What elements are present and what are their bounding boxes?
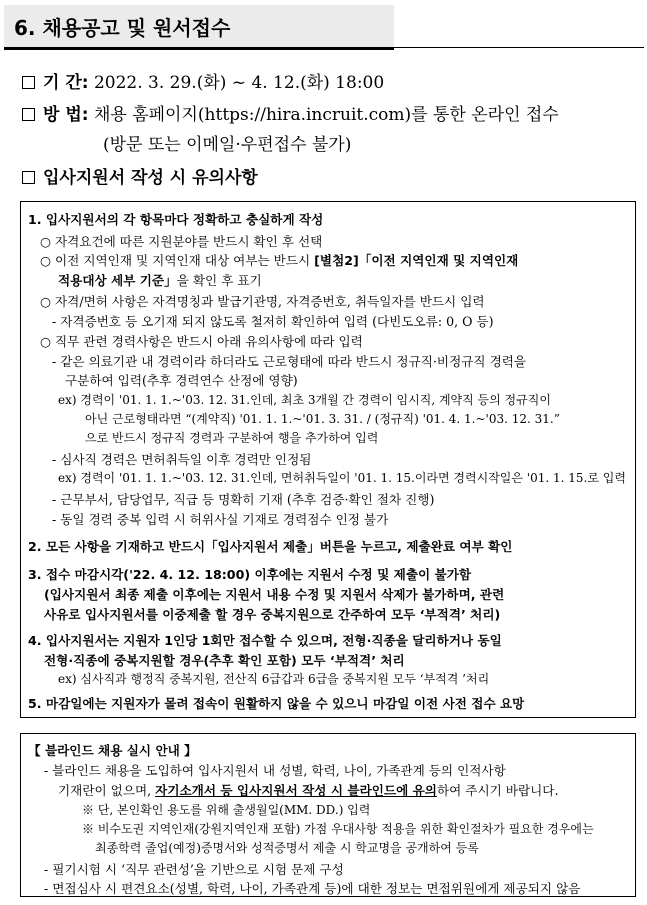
period-value: 2022. 3. 29.(화) ~ 4. 12.(화) 18:00 xyxy=(93,73,385,93)
item-1-ex1-line3: 으로 반드시 정규직 경력과 구분하여 행을 추가하여 입력 xyxy=(85,431,379,445)
checkbox-square-icon xyxy=(22,171,35,184)
item-1-b-post: 을 확인 후 표기 xyxy=(176,273,262,288)
item-1-b-text: ○ 이전 지역인재 및 지역인재 대상 여부는 반드시 xyxy=(40,253,315,268)
method-row xyxy=(22,100,559,125)
blind-line3: - 필기시험 시 ‘직무 관련성’을 기반으로 시험 문제 구성 xyxy=(44,862,344,877)
period-row xyxy=(22,68,384,93)
item-1-b-line2 xyxy=(58,270,262,289)
method-value: 채용 홈페이지(https://hira.incruit.com)를 통한 온라인 접수 xyxy=(93,105,559,125)
cautions-row xyxy=(22,163,258,188)
blind-line2-emphasis: 자기소개서 등 입사지원서 작성 시 블라인드에 유의 xyxy=(155,783,437,798)
blind-note2-line1: ※ 비수도권 지역인재(강원지역인재 포함) 가점 우대사항 적용을 위한 확인절차가 필요한 경우에는 xyxy=(82,822,594,836)
item-3-line3: 사유로 입사지원서를 이중제출 할 경우 중복지원으로 간주하여 모두 ‘부적격’ 처리) xyxy=(44,607,501,622)
blind-title: 【 블라인드 채용 실시 안내 】 xyxy=(28,743,197,758)
blind-line4: - 면접심사 시 편견요소(성별, 학력, 나이, 가족관계 등)에 대한 정보는 면접위원에게 제공되지 않음 xyxy=(44,881,581,896)
cautions-title: 입사지원서 작성 시 유의사항 xyxy=(43,168,258,188)
item-1-c: ○ 자격/면허 사항은 자격명칭과 발급기관명, 자격증번호, 취득일자를 반드시 입력 xyxy=(40,294,485,309)
item-1-ex2: ex) 경력이 '01. 1. 1.~'03. 12. 31.인데, 면허취득일이 '01. 1. 15.이라면 경력시작일은 '01. 1. 15.로 입력 xyxy=(58,471,626,485)
item-3-line2: (입사지원서 최종 제출 이후에는 지원서 내용 수정 및 지원서 삭제가 불가하며, 관련 xyxy=(44,587,505,602)
item-2: 2. 모든 사항을 기재하고 반드시「입사지원서 제출」버튼을 누르고, 제출완료 여부 확인 xyxy=(28,539,513,554)
blind-note2-line2: 최종학력 졸업(예정)증명서와 성적증명서 제출 시 학교명을 공개하여 등록 xyxy=(95,841,479,855)
item-1-a: ○ 자격요건에 따른 지원분야를 반드시 확인 후 선택 xyxy=(40,234,323,249)
item-1-d: ○ 직무 관련 경력사항은 반드시 아래 유의사항에 따라 입력 xyxy=(40,334,363,349)
item-1-ex1-line2: 아닌 근로형태라면 “(계약직) '01. 1. 1.~'01. 3. 31. / (정규직) '01. 4. 1.~'03. 12. 31.” xyxy=(85,412,560,426)
item-1-c-sub: - 자격증번호 등 오기재 되지 않도록 철저히 확인하여 입력 (다빈도오류: 0, O 등) xyxy=(52,314,494,329)
item-1-title: 1. 입사지원서의 각 항목마다 정확하고 충실하게 작성 xyxy=(28,212,324,227)
blind-line1: - 블라인드 채용을 도입하여 입사지원서 내 성별, 학력, 나이, 가족관계 등의 인적사항 xyxy=(44,763,506,778)
blind-line2-pre: 기재란이 없으며, xyxy=(58,783,156,798)
item-1-d4: - 동일 경력 중복 입력 시 허위사실 기재로 경력점수 인정 불가 xyxy=(52,512,389,527)
item-1-d2: - 심사직 경력은 면허취득일 이후 경력만 인정됨 xyxy=(52,452,312,467)
period-label: 기 간: xyxy=(43,73,89,93)
item-1-d1-line1: - 같은 의료기관 내 경력이라 하더라도 근로형태에 따라 반드시 정규직·비정규직 경력을 xyxy=(52,354,527,369)
item-1-b-ref2: 적용대상 세부 기준」 xyxy=(58,273,177,288)
item-4-line2: 전형·직종에 중복지원할 경우(추후 확인 포함) 모두 ‘부적격’ 처리 xyxy=(44,653,405,668)
item-4-ex: ex) 심사직과 행정직 중복지원, 전산직 6급갑과 6급을 중복지원 모두 ‘부적격 ’처리 xyxy=(58,672,490,686)
blind-line2-post: 하여 주시기 바랍니다. xyxy=(436,783,559,798)
item-4-line1: 4. 입사지원서는 지원자 1인당 1회만 접수할 수 있으며, 전형·직종을 달리하거나 동일 xyxy=(28,633,502,648)
blind-line2 xyxy=(58,780,558,799)
checkbox-square-icon xyxy=(22,76,35,89)
item-1-b-line1 xyxy=(40,250,518,269)
item-1-b-ref: [별첨2]「이전 지역인재 및 지역인재 xyxy=(314,253,519,268)
item-1-ex1-line1: ex) 경력이 '01. 1. 1.~'03. 12. 31.인데, 최초 3개월 간 경력이 임시직, 계약직 등의 정규직이 xyxy=(58,393,551,407)
item-3-line1: 3. 접수 마감시각('22. 4. 12. 18:00) 이후에는 지원서 수정 및 제출이 불가함 xyxy=(28,567,472,582)
blind-note1: ※ 단, 본인확인 용도를 위해 출생월일(MM. DD.) 입력 xyxy=(82,803,371,817)
header-rule xyxy=(4,47,644,48)
method-label: 방 법: xyxy=(43,105,89,125)
checkbox-square-icon xyxy=(22,108,35,121)
item-1-d3: - 근무부서, 담당업무, 직급 등 명확히 기재 (추후 검증·확인 절차 진행) xyxy=(52,492,435,507)
item-5: 5. 마감일에는 지원자가 몰려 접속이 원활하지 않을 수 있으니 마감일 이전 사전 접수 요망 xyxy=(28,696,525,711)
method-note: (방문 또는 이메일·우편접수 불가) xyxy=(103,135,352,155)
item-1-d1-line2: 구분하여 입력(추후 경력연수 산정에 영향) xyxy=(65,373,298,388)
section-title: 6. 채용공고 및 원서접수 xyxy=(4,5,394,50)
